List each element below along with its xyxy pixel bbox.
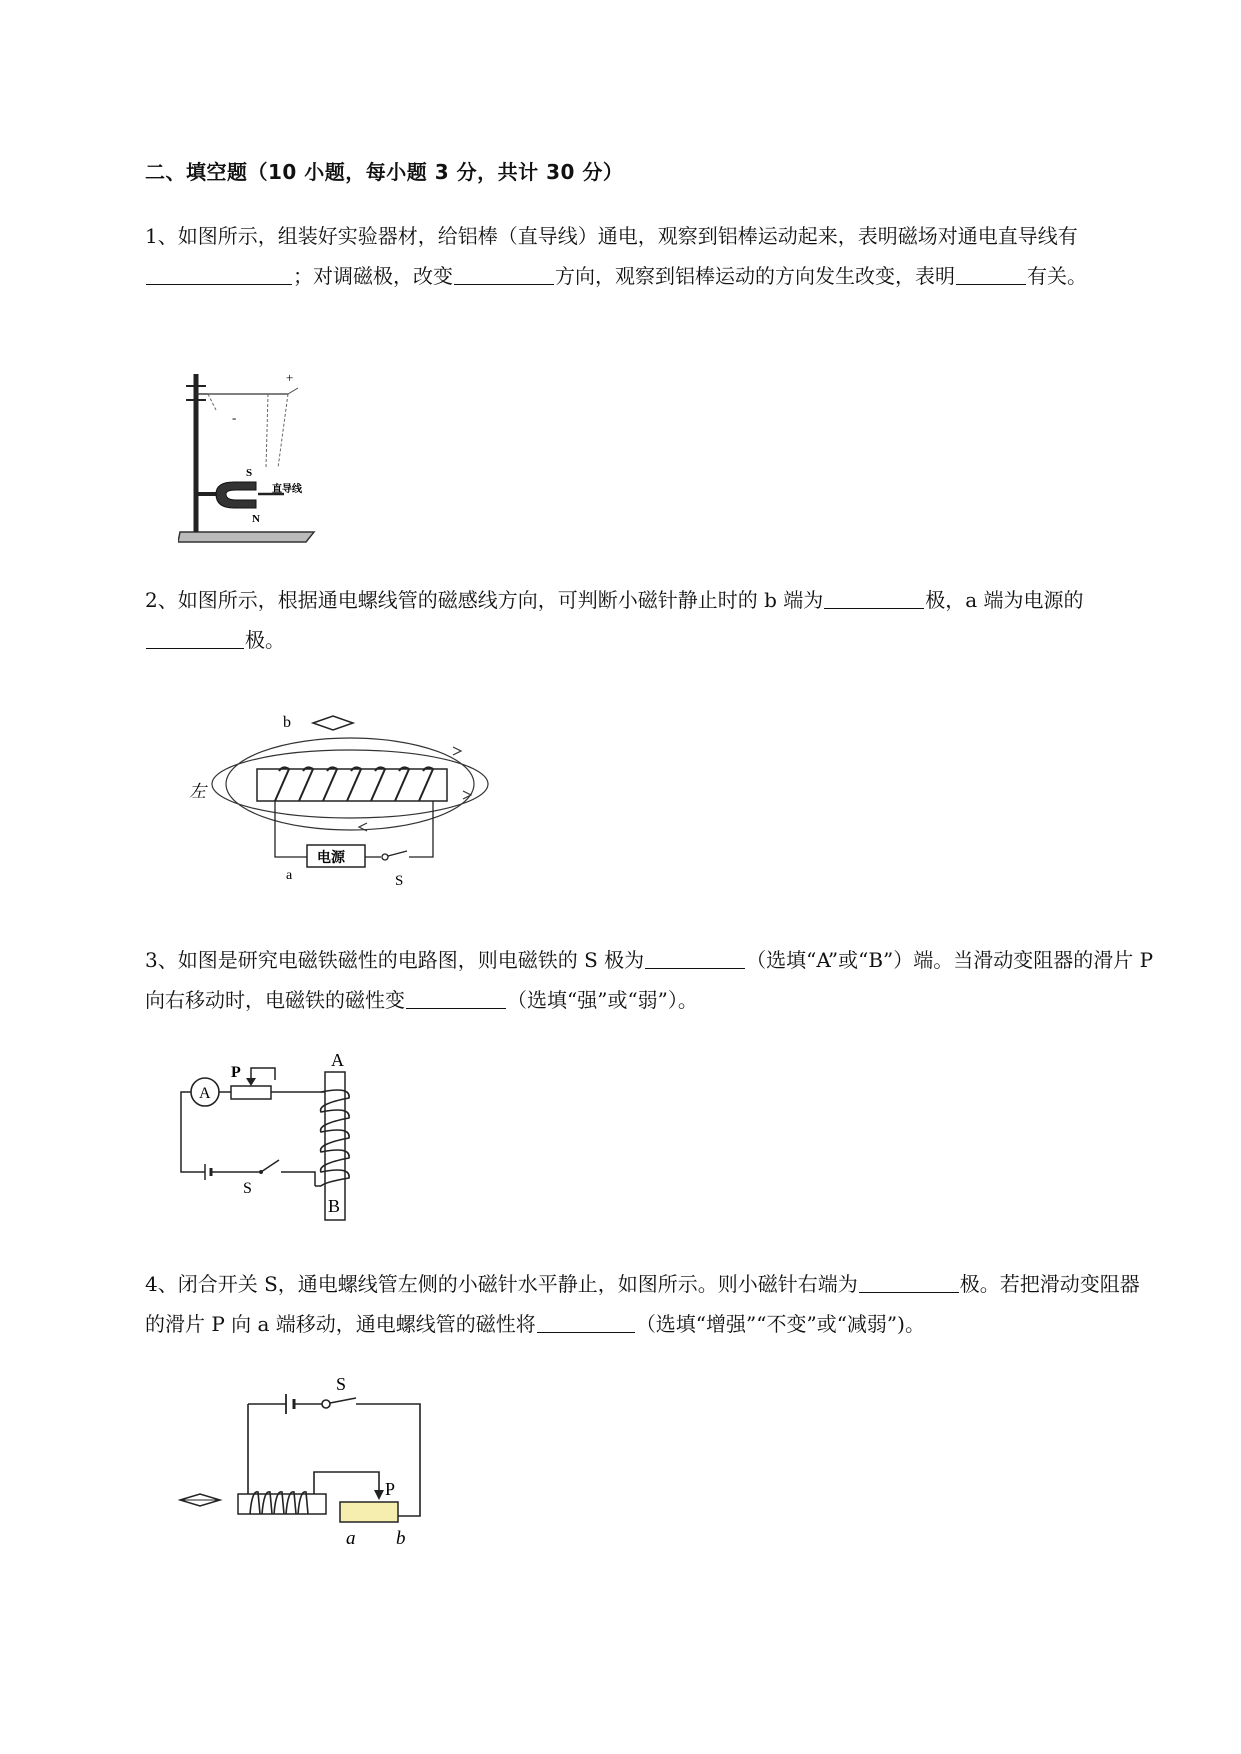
question-3: 3、如图是研究电磁铁磁性的电路图，则电磁铁的 S 极为 （选填“A”或“B”）端。当滑动变阻器的滑片 P 向右移动时，电磁铁的磁性变 （选填“强”或“弱”）。 [145,940,1155,1020]
switch-s-label: S [243,1180,252,1197]
figure-electromagnet-circuit [175,1048,385,1228]
figure-aluminum-rod-experiment [178,370,328,545]
switch-s-label: S [336,1374,347,1394]
end-a-label: A [331,1050,344,1070]
magnetic-needle [313,716,353,730]
end-b-label: b [396,1528,406,1549]
b-end-label: b [283,714,291,731]
plus-label: + [286,370,294,385]
section-title: 二、填空题（10 小题，每小题 3 分，共计 30 分） [145,160,624,184]
answer-blank[interactable] [824,585,924,609]
answer-blank[interactable] [454,261,554,285]
power-source-label: 电源 [317,851,345,866]
answer-blank[interactable] [146,625,244,649]
a-end-label: a [286,868,293,883]
question-1: 1、如图所示，组装好实验器材，给铝棒（直导线）通电，观察到铝棒运动起来，表明磁场对通电直导线有；对调磁极，改变 方向，观察到铝棒运动的方向发生改变，表明 有关。 [145,224,1087,288]
slider-p-label: P [385,1479,396,1499]
figure-solenoid-field-lines [185,705,515,890]
question-4: 4、闭合开关 S，通电螺线管左侧的小磁针水平静止，如图所示。则小磁针右端为 极。若把滑动变阻器的滑片 P 向 a 端移动，通电螺线管的磁性将 （选填“增强”“不变”或“减弱”)。 [145,1264,1155,1344]
answer-blank[interactable] [406,985,506,1009]
answer-blank[interactable] [859,1269,959,1293]
answer-blank[interactable] [537,1309,635,1333]
left-label: 左 [189,782,206,801]
switch-s-label: S [395,873,404,889]
rheostat [231,1086,271,1099]
answer-blank[interactable] [956,261,1026,285]
minus-label: - [232,410,237,425]
question-2: 2、如图所示，根据通电螺线管的磁感线方向，可判断小磁针静止时的 b 端为 极，a 端为电源的极。 [145,580,1155,660]
s-pole-label: S [246,467,253,479]
slider-p-label: P [231,1064,241,1081]
wire-label: 直导线 [272,484,302,495]
end-b-label: B [328,1196,341,1216]
figure-solenoid-rheostat-circuit [178,1372,438,1552]
end-a-label: a [346,1528,356,1549]
answer-blank[interactable] [645,945,745,969]
solenoid-core [257,769,447,801]
ammeter-label: A [199,1085,211,1102]
rheostat [340,1502,398,1522]
answer-blank[interactable] [146,261,292,285]
n-pole-label: N [252,513,260,525]
